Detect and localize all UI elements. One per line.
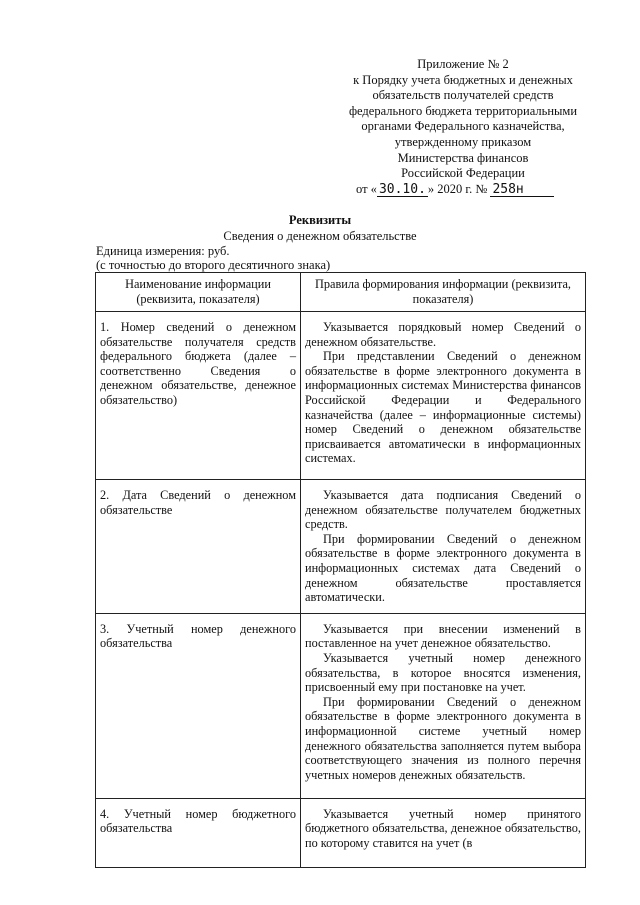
rule-paragraph: При формировании Сведений о денежном обязательстве в форме электронного документа в информационной системе учетный номер денежного обязательства заполняется путем выбора соответствующего значения из полного перечня учетных номеров денежных обязательств. xyxy=(305,694,581,782)
requisite-rules xyxy=(301,480,586,614)
appendix-header xyxy=(338,57,588,197)
column-header-name: Наименование информации (реквизита, показателя) xyxy=(96,273,301,312)
units-line: Единица измерения: руб. xyxy=(96,244,230,258)
requisite-name: 2. Дата Сведений о денежном обязательстве xyxy=(96,480,301,614)
requisite-rules xyxy=(301,798,586,867)
requisite-name: 3. Учетный номер денежного обязательства xyxy=(96,613,301,798)
appendix-line: органами Федерального казначейства, xyxy=(361,119,565,134)
table-header-row xyxy=(96,273,586,312)
appendix-line: к Порядку учета бюджетных и денежных xyxy=(353,72,573,87)
appendix-line: Российской Федерации xyxy=(401,166,525,181)
order-date: 30.10. xyxy=(378,181,426,197)
rule-paragraph: Указывается учетный номер принятого бюджетного обязательства, денежное обязательство, по которому ставится на учет (в xyxy=(305,806,581,850)
units-note xyxy=(96,244,330,272)
table-row xyxy=(96,312,586,480)
table-row xyxy=(96,613,586,798)
rule-paragraph: При формировании Сведений о денежном обязательстве в форме электронного документа в информационных системах дата Сведений о денежном обязательстве проставляется автоматически. xyxy=(305,531,581,605)
order-number: 258н xyxy=(490,183,554,197)
appendix-line: федерального бюджета территориальными xyxy=(348,103,578,118)
requisite-name: 4. Учетный номер бюджетного обязательства xyxy=(96,798,301,867)
rule-paragraph: При представлении Сведений о денежном обязательстве в форме электронного документа в информационных системах Министерства финансов Российской Федерации и Федерального казначейства (далее – информационные системы) номер Сведений о денежном обязательстве присваивается автоматически в информационных системах. xyxy=(305,349,581,466)
appendix-line: утвержденному приказом xyxy=(394,134,532,149)
document-subtitle: Сведения о денежном обязательстве xyxy=(223,229,417,243)
rule-paragraph: Указывается порядковый номер Сведений о денежном обязательстве. xyxy=(305,320,581,349)
table-row xyxy=(96,480,586,614)
rule-paragraph: Указывается при внесении изменений в поставленное на учет денежное обязательство. xyxy=(305,621,581,651)
rule-paragraph: Указывается учетный номер денежного обязательства, в которое вносятся изменения, присвоенный ему при постановке на учет. xyxy=(305,650,581,695)
units-precision-line: (с точностью до второго десятичного знака) xyxy=(96,258,331,272)
appendix-line: Приложение № 2 xyxy=(417,57,509,71)
requisites-table xyxy=(95,272,586,868)
rule-paragraph: Указывается дата подписания Сведений о денежном обязательстве получателем бюджетных средств. xyxy=(305,488,581,532)
requisite-rules xyxy=(301,613,586,798)
order-prefix: от « xyxy=(356,181,377,196)
column-header-rules: Правила формирования информации (реквизита, показателя) xyxy=(301,273,586,312)
appendix-line: Министерства финансов xyxy=(397,150,529,165)
requisite-name: 1. Номер сведений о денежном обязательстве получателя средств федерального бюджета (далее – соответственно Сведения о денежном обязательстве, денежное обязательство) xyxy=(96,312,301,480)
order-reference xyxy=(338,182,588,198)
table-row xyxy=(96,798,586,867)
document-title: Реквизиты xyxy=(288,213,352,227)
order-mid: » 2020 г. № xyxy=(427,181,488,196)
requisite-rules xyxy=(301,312,586,480)
appendix-line: обязательств получателей средств xyxy=(372,88,554,103)
